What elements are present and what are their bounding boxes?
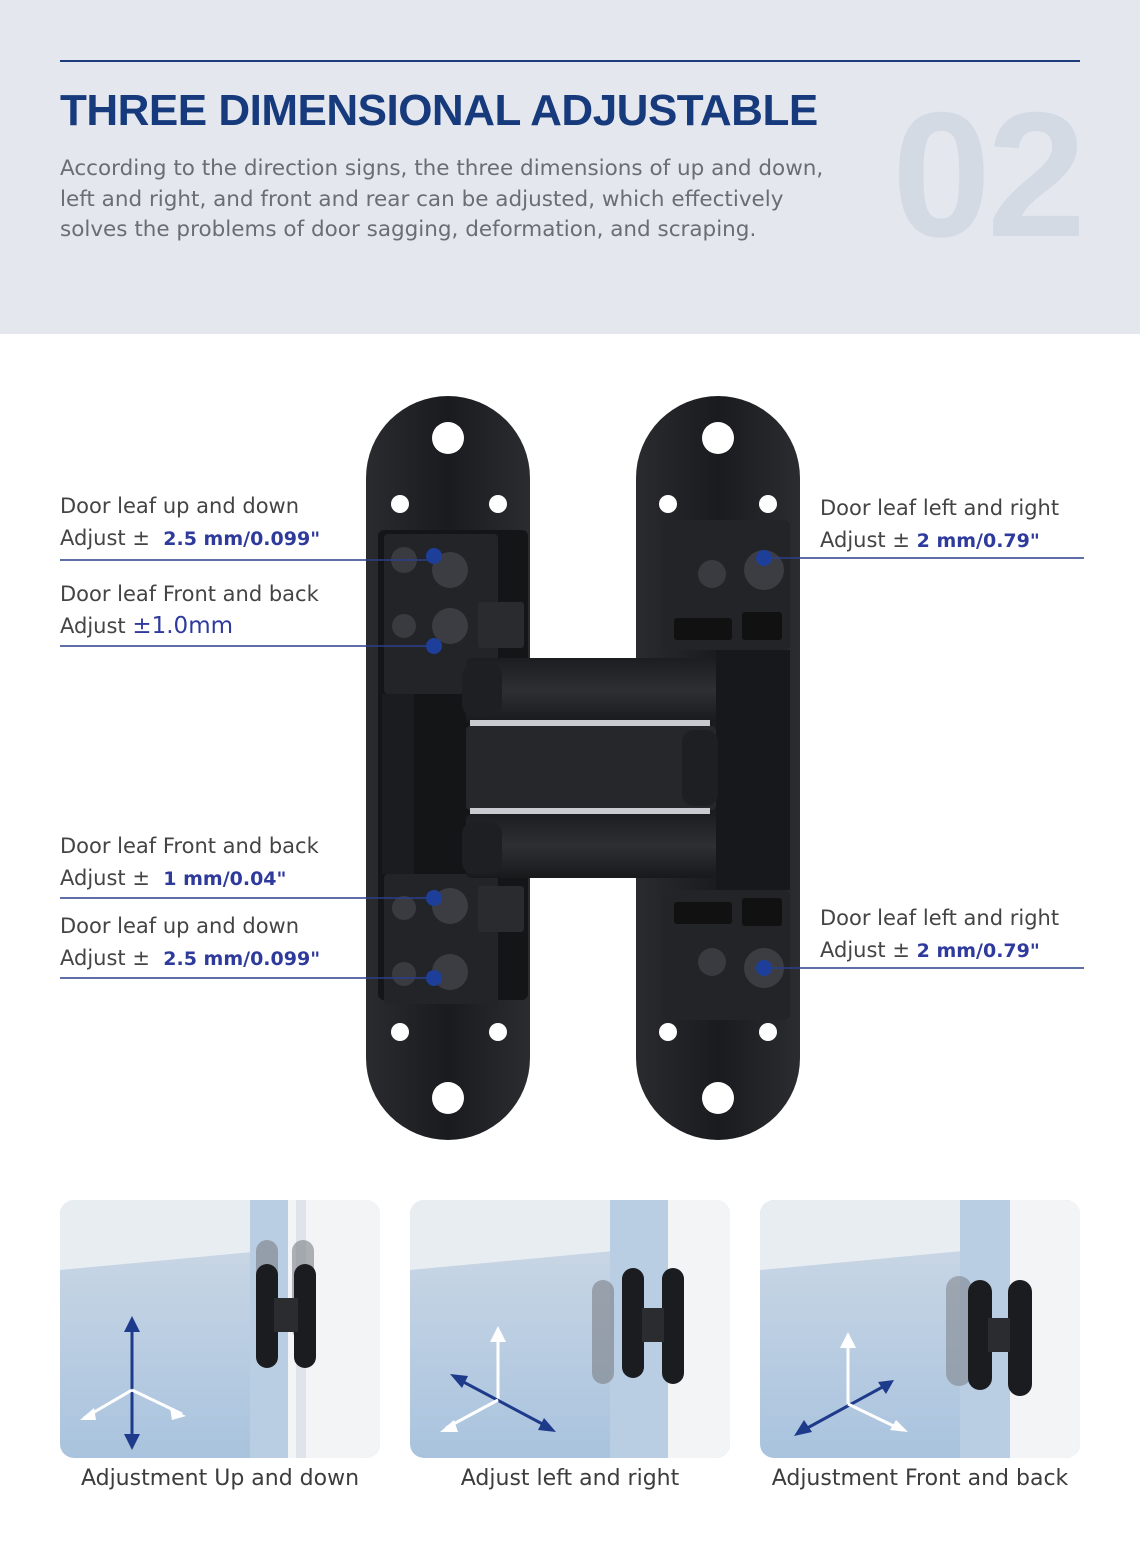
callout-heading: Door leaf Front and back	[60, 582, 319, 606]
callout-right-top-left-right	[820, 492, 1059, 557]
photo-up-down	[60, 1200, 380, 1458]
callout-prefix: Adjust	[60, 614, 126, 638]
photo-left-right-illustration	[410, 1200, 730, 1458]
header-banner	[0, 0, 1140, 334]
caption-up-down: Adjustment Up and down	[80, 1466, 360, 1491]
photo-front-back	[760, 1200, 1080, 1458]
callout-heading: Door leaf left and right	[820, 906, 1060, 930]
callout-left-bottom-front-back	[60, 830, 319, 895]
concealed-hinge-diagram	[0, 334, 1140, 1174]
callout-left-bottom-up-down	[60, 910, 320, 975]
section-number: 02	[892, 75, 1082, 274]
callout-value: ±1.0mm	[132, 613, 234, 639]
header-divider	[60, 60, 1080, 62]
callout-value: 2 mm/0.79"	[916, 530, 1040, 552]
callout-prefix: Adjust ±	[820, 938, 910, 962]
callout-prefix: Adjust ±	[60, 866, 150, 890]
callout-prefix: Adjust ±	[820, 528, 910, 552]
callout-heading: Door leaf left and right	[820, 496, 1060, 520]
hinge-illustration-area	[0, 334, 1140, 1174]
caption-left-right: Adjust left and right	[460, 1466, 680, 1491]
callout-right-bottom-left-right	[820, 902, 1059, 967]
callout-prefix: Adjust ±	[60, 946, 150, 970]
callout-value: 1 mm/0.04"	[163, 868, 287, 890]
page-description: According to the direction signs, the three dimensions of up and down, left and right, and front and rear can be adjusted, which effectively solves the problems of door sagging, deformation, and scraping.	[60, 156, 824, 242]
adjustment-photo-strip	[0, 1200, 1140, 1556]
callout-left-top-front-back	[60, 578, 319, 642]
page-title: THREE DIMENSIONAL ADJUSTABLE	[60, 86, 818, 135]
photo-up-down-illustration	[60, 1200, 380, 1458]
callout-value: 2.5 mm/0.099"	[163, 948, 321, 970]
callout-heading: Door leaf Front and back	[60, 834, 319, 858]
callout-value: 2 mm/0.79"	[916, 940, 1040, 962]
callout-heading: Door leaf up and down	[60, 914, 300, 938]
callout-left-top-up-down	[60, 490, 320, 555]
photo-left-right	[410, 1200, 730, 1458]
callout-value: 2.5 mm/0.099"	[163, 528, 321, 550]
callout-prefix: Adjust ±	[60, 526, 150, 550]
hinge-arm	[462, 658, 718, 878]
caption-front-back: Adjustment Front and back	[771, 1466, 1069, 1491]
photo-front-back-illustration	[760, 1200, 1080, 1458]
callout-heading: Door leaf up and down	[60, 494, 300, 518]
